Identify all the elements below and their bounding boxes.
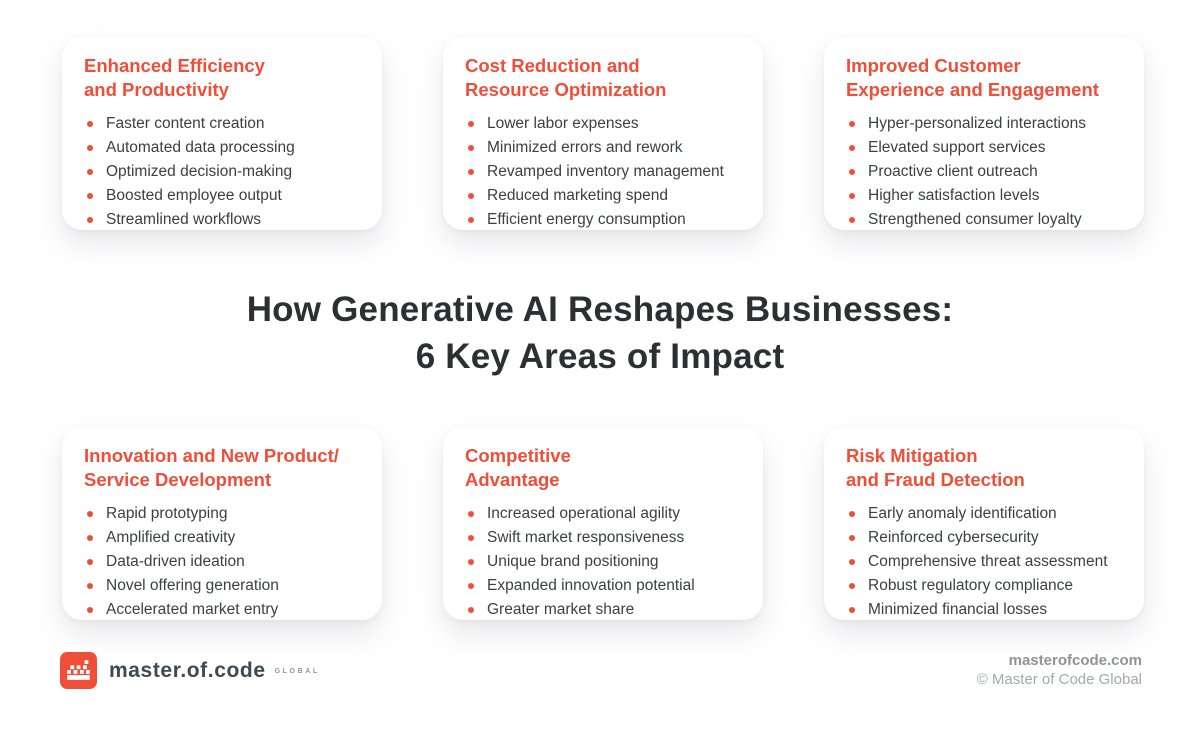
list-item: [465, 598, 749, 622]
bullet-dot-icon: [468, 535, 474, 541]
page-title-line-1: How Generative AI Reshapes Businesses:: [246, 290, 954, 329]
list-item: [84, 550, 368, 574]
list-item-text: Optimized decision-making: [106, 163, 293, 180]
list-item: [84, 208, 368, 232]
list-item: [846, 208, 1130, 232]
list-item: [846, 160, 1130, 184]
card-heading-line: Service Development: [84, 469, 272, 490]
list-item: [465, 550, 749, 574]
card-heading: [846, 444, 1130, 492]
list-item-text: Lower labor expenses: [487, 115, 639, 132]
list-item-text: Rapid prototyping: [106, 505, 228, 522]
list-item-text: Increased operational agility: [487, 505, 681, 522]
list-item-text: Faster content creation: [106, 115, 265, 132]
brand-logo: [60, 652, 320, 689]
footer-website: masterofcode.com: [1008, 652, 1142, 669]
card-risk-mitigation: [824, 427, 1144, 620]
bullet-dot-icon: [87, 559, 93, 565]
card-heading-line: Competitive: [465, 445, 571, 466]
bullet-dot-icon: [468, 169, 474, 175]
card-heading: [84, 444, 368, 492]
list-item: [84, 160, 368, 184]
bullet-dot-icon: [849, 145, 855, 151]
list-item-text: Amplified creativity: [106, 529, 236, 546]
bullet-dot-icon: [87, 535, 93, 541]
card-heading: [84, 54, 368, 102]
footer-credits: [977, 652, 1142, 689]
list-item-text: Revamped inventory management: [487, 163, 724, 180]
bullet-dot-icon: [468, 607, 474, 613]
list-item-text: Boosted employee output: [106, 187, 282, 204]
list-item: [84, 136, 368, 160]
card-bullet-list: [846, 502, 1130, 622]
card-heading-line: Experience and Engagement: [846, 79, 1099, 100]
list-item-text: Minimized errors and rework: [487, 139, 683, 156]
list-item: [846, 136, 1130, 160]
list-item-text: Data-driven ideation: [106, 553, 245, 570]
list-item-text: Robust regulatory compliance: [868, 577, 1074, 594]
bullet-dot-icon: [849, 169, 855, 175]
card-cost-reduction: [443, 37, 763, 230]
card-enhanced-efficiency: [62, 37, 382, 230]
card-heading-line: Enhanced Efficiency: [84, 55, 265, 76]
list-item: [84, 112, 368, 136]
bullet-dot-icon: [87, 145, 93, 151]
bullet-dot-icon: [468, 559, 474, 565]
list-item-text: Swift market responsiveness: [487, 529, 685, 546]
page-title-line-2: 6 Key Areas of Impact: [415, 337, 785, 376]
list-item: [465, 112, 749, 136]
list-item-text: Minimized financial losses: [868, 601, 1048, 618]
card-bullet-list: [84, 502, 368, 622]
card-heading-line: Innovation and New Product/: [84, 445, 339, 466]
bullet-dot-icon: [849, 583, 855, 589]
bullet-dot-icon: [468, 193, 474, 199]
list-item: [846, 526, 1130, 550]
list-item: [465, 502, 749, 526]
list-item-text: Expanded innovation potential: [487, 577, 695, 594]
card-heading-line: Resource Optimization: [465, 79, 667, 100]
card-bullet-list: [465, 112, 749, 232]
bullet-dot-icon: [849, 217, 855, 223]
brand-suffix: GLOBAL: [274, 668, 320, 675]
card-bullet-list: [846, 112, 1130, 232]
bullet-dot-icon: [468, 217, 474, 223]
card-heading: [846, 54, 1130, 102]
bullet-dot-icon: [87, 169, 93, 175]
bullet-dot-icon: [468, 583, 474, 589]
card-heading-line: Improved Customer: [846, 55, 1021, 76]
list-item: [465, 208, 749, 232]
footer-copyright: © Master of Code Global: [976, 670, 1142, 688]
list-item: [846, 502, 1130, 526]
list-item: [846, 598, 1130, 622]
list-item-text: Greater market share: [487, 601, 635, 618]
bullet-dot-icon: [468, 511, 474, 517]
list-item-text: Accelerated market entry: [106, 601, 279, 618]
list-item: [465, 526, 749, 550]
card-customer-experience: [824, 37, 1144, 230]
bullet-dot-icon: [87, 511, 93, 517]
list-item: [84, 574, 368, 598]
list-item: [465, 160, 749, 184]
card-bullet-list: [84, 112, 368, 232]
list-item-text: Streamlined workflows: [106, 211, 262, 228]
list-item: [846, 574, 1130, 598]
bullet-dot-icon: [849, 607, 855, 613]
list-item-text: Comprehensive threat assessment: [868, 553, 1108, 570]
card-competitive-advantage: [443, 427, 763, 620]
bullet-dot-icon: [87, 193, 93, 199]
bullet-dot-icon: [87, 607, 93, 613]
bullet-dot-icon: [468, 145, 474, 151]
card-heading-line: Cost Reduction and: [465, 55, 640, 76]
list-item-text: Unique brand positioning: [487, 553, 659, 570]
card-innovation: [62, 427, 382, 620]
pixel-crown-icon: [60, 652, 97, 689]
brand-name: master.of.code: [109, 658, 266, 682]
bullet-dot-icon: [468, 121, 474, 127]
list-item: [84, 598, 368, 622]
list-item-text: Early anomaly identification: [868, 505, 1057, 522]
list-item: [465, 136, 749, 160]
list-item: [846, 550, 1130, 574]
list-item-text: Strengthened consumer loyalty: [868, 211, 1082, 228]
list-item-text: Hyper-personalized interactions: [868, 115, 1086, 132]
list-item-text: Novel offering generation: [106, 577, 279, 594]
list-item: [84, 184, 368, 208]
card-heading-line: and Productivity: [84, 79, 229, 100]
list-item: [846, 112, 1130, 136]
bullet-dot-icon: [849, 559, 855, 565]
list-item: [84, 526, 368, 550]
list-item-text: Elevated support services: [868, 139, 1046, 156]
bullet-dot-icon: [87, 583, 93, 589]
card-bullet-list: [465, 502, 749, 622]
list-item: [846, 184, 1130, 208]
bullet-dot-icon: [849, 511, 855, 517]
card-heading-line: Advantage: [465, 469, 560, 490]
card-heading-line: Risk Mitigation: [846, 445, 978, 466]
bullet-dot-icon: [87, 121, 93, 127]
list-item: [465, 574, 749, 598]
cards-row-bottom: [62, 427, 1144, 620]
list-item-text: Proactive client outreach: [868, 163, 1038, 180]
bullet-dot-icon: [849, 535, 855, 541]
card-heading: [465, 444, 749, 492]
cards-row-top: [62, 37, 1144, 230]
card-heading: [465, 54, 749, 102]
bullet-dot-icon: [849, 121, 855, 127]
page-title: [0, 286, 1200, 380]
footer: [60, 652, 1142, 689]
list-item: [84, 502, 368, 526]
list-item-text: Reduced marketing spend: [487, 187, 668, 204]
list-item-text: Higher satisfaction levels: [868, 187, 1040, 204]
bullet-dot-icon: [87, 217, 93, 223]
list-item: [465, 184, 749, 208]
card-heading-line: and Fraud Detection: [846, 469, 1025, 490]
list-item-text: Efficient energy consumption: [487, 211, 686, 228]
list-item-text: Automated data processing: [106, 139, 295, 156]
bullet-dot-icon: [849, 193, 855, 199]
list-item-text: Reinforced cybersecurity: [868, 529, 1039, 546]
